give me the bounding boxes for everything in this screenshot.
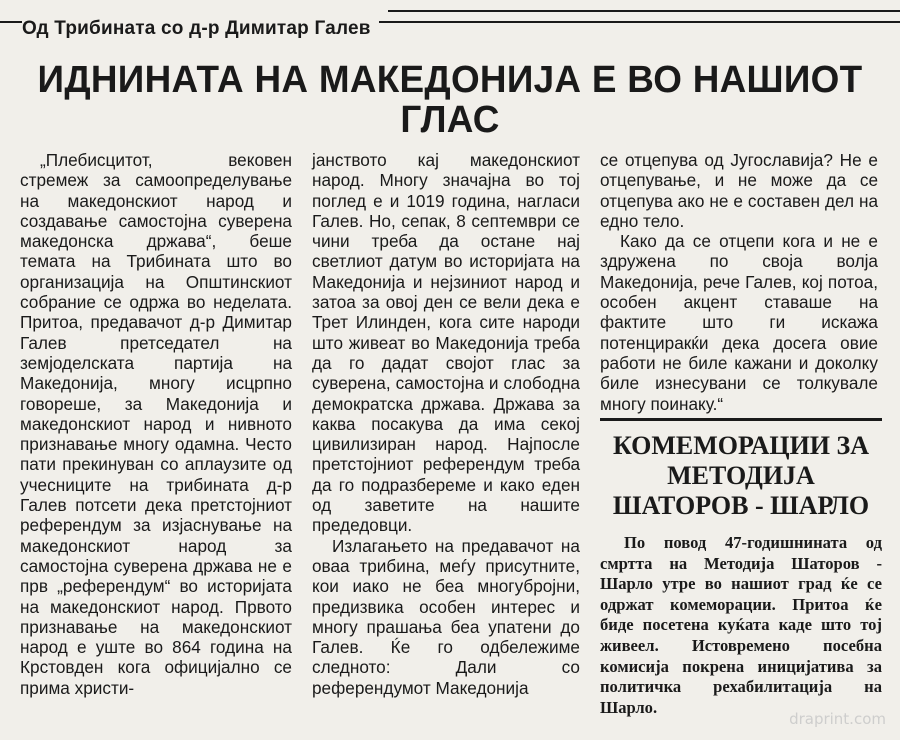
sidebar-rule <box>600 418 882 421</box>
paragraph: Излагањето на предавачот на оваа трибина, меѓу присутните, кои иако не беа многубројни, предизвика особен интерес и многу прашања беа упатени до Галев. Ќе го одбележиме следното: Дали со референдумот Македонија <box>312 535 580 698</box>
sidebar-title: КОМЕМОРАЦИИ ЗА МЕТОДИЈА ШАТОРОВ - ШАРЛО <box>612 431 870 520</box>
paragraph: се отцепува од Југославија? Не е отцепување, и не може да се отцепува ако не е составен дел на едно тело. <box>600 150 878 231</box>
paragraph: Како да се отцепи кога и не е здружена по своја волја Македонија, рече Галев, кој потоа, особен акцент ставаше на фактите што ги искажа потенциракќи дека досега овие работи не биле кажани и доколку биле изнесувани се толкувале многу поинаку.“ <box>600 231 878 414</box>
headline: ИДНИНАТА НА МАКЕДОНИЈА Е ВО НАШИОТ ГЛАС <box>37 59 863 141</box>
watermark: draprint.com <box>789 710 886 728</box>
top-rule <box>388 10 900 12</box>
kicker: Од Трибината со д-р Димитар Галев <box>22 18 379 40</box>
sidebar-article <box>600 418 882 718</box>
paragraph: „Плебисцитот, вековен стремеж за самоопределување на македонскиот народ и создавање самостојна суверена македонска држава“, беше темата на Трибината што во организација на Општинскиот собрание се одржа во неделата. Притоа, предавачот д-р Димитар Галев претседател на земјоделската партија на Македонија, многу исцрпно говореше, за Македонија и македонскиот народ и нивното признавање многу одамна. Често пати прекинуван со аплаузите од учесниците на трибината д-р Галев потсети дека претстојниот референдум за изјаснување на македонскиот народ за самостојна суверена држава не е прв „референдум“ во историјата на македонскиот народ. Првото признавање на македонскиот народ е уште во 864 година на Крстовден кога официјално се прима христи- <box>20 150 292 698</box>
paragraph: јанството кај македонскиот народ. Многу значајна во тој поглед е и 1019 година, нагласи Галев. Но, сепак, 8 септември се чини треба да остане нај светлиот датум во историјата на Македонија и нејзиниот народ и затоа за овој ден се вели дека е Трет Илинден, кога сите народи што живеат во Македонија треба да го дадат својот глас за суверена, самостојна и слободна демократска држава. Држава за каква посакува да има секој цивилизиран народ. Најпосле претстојниот референдум треба да го подразбереме и како еден од заветите на нашите предедовци. <box>312 150 580 536</box>
sidebar-body: По повод 47-годишнината од смртта на Методија Шаторов - Шарло утре во нашиот град ќе се одржат комеморации. Притоа ќе биде посетена куќата каде што тој живеел. Истовремено посебна комисија покрена иницијатива за политичка рехабилитација на Шарло. <box>600 533 882 717</box>
article-column-2 <box>312 150 580 698</box>
article-column-3 <box>600 150 878 414</box>
article-column-1 <box>20 150 292 698</box>
